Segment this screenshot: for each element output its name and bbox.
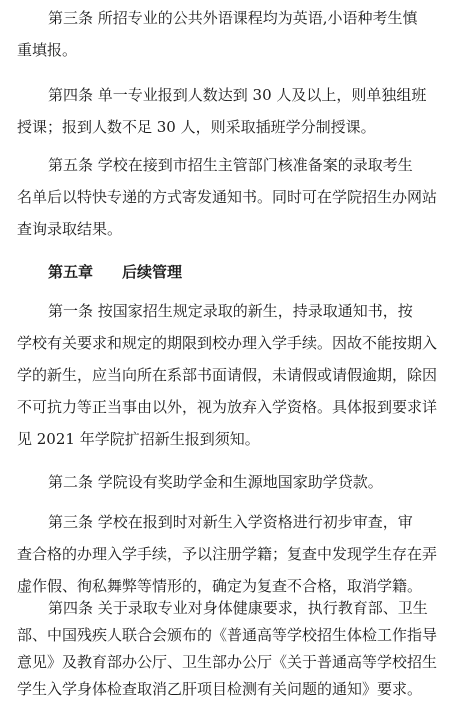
text-line: 第二条 学院设有奖助学金和生源地国家助学贷款。: [48, 473, 383, 491]
text-line: 第一条 按国家招生规定录取的新生，持录取通知书，按: [48, 302, 413, 320]
text-line: 不可抗力等正当事由以外，视为放弃入学资格。具体报到要求详: [17, 398, 438, 416]
text-line: 第五条 学校在接到市招生主管部门核准备案的录取考生: [48, 156, 413, 174]
chapter-title: 后续管理: [122, 263, 183, 281]
text-line: 查合格的办理入学手续，予以注册学籍；复查中发现学生存在弄: [17, 545, 438, 563]
text-line: 虚作假、徇私舞弊等情形的，确定为复查不合格，取消学籍。: [17, 577, 423, 595]
text-line: 查询录取结果。: [17, 220, 123, 238]
text-line: 第三条 所招专业的公共外语课程均为英语,小语种考生慎: [48, 9, 418, 27]
text-line: 授课；报到人数不足 30 人，则采取插班学分制授课。: [17, 118, 376, 136]
text-line: 第四条 单一专业报到人数达到 30 人及以上，则单独组班: [48, 86, 427, 104]
text-line: 学的新生，应当向所在系部书面请假，未请假或请假逾期，除因: [17, 366, 438, 384]
text-line: 重填报。: [17, 41, 78, 59]
text-line: 部、中国残疾人联合会颁布的《普通高等学校招生体检工作指导: [17, 626, 438, 644]
text-line: 学校有关要求和规定的期限到校办理入学手续。因故不能按期入: [17, 334, 438, 352]
text-line: 意见》及教育部办公厅、卫生部办公厅《关于普通高等学校招生: [17, 653, 438, 671]
text-line: 第三条 学校在报到时对新生入学资格进行初步审查，审: [48, 513, 413, 531]
text-line: 见 2021 年学院扩招新生报到须知。: [17, 430, 260, 448]
chapter-number: 第五章: [48, 263, 94, 281]
text-line: 名单后以特快专递的方式寄发通知书。同时可在学院招生办网站: [17, 188, 438, 206]
text-line: 学生入学身体检查取消乙肝项目检测有关问题的通知》要求。: [17, 680, 423, 698]
text-line: 第四条 关于录取专业对身体健康要求，执行教育部、卫生: [48, 599, 428, 617]
